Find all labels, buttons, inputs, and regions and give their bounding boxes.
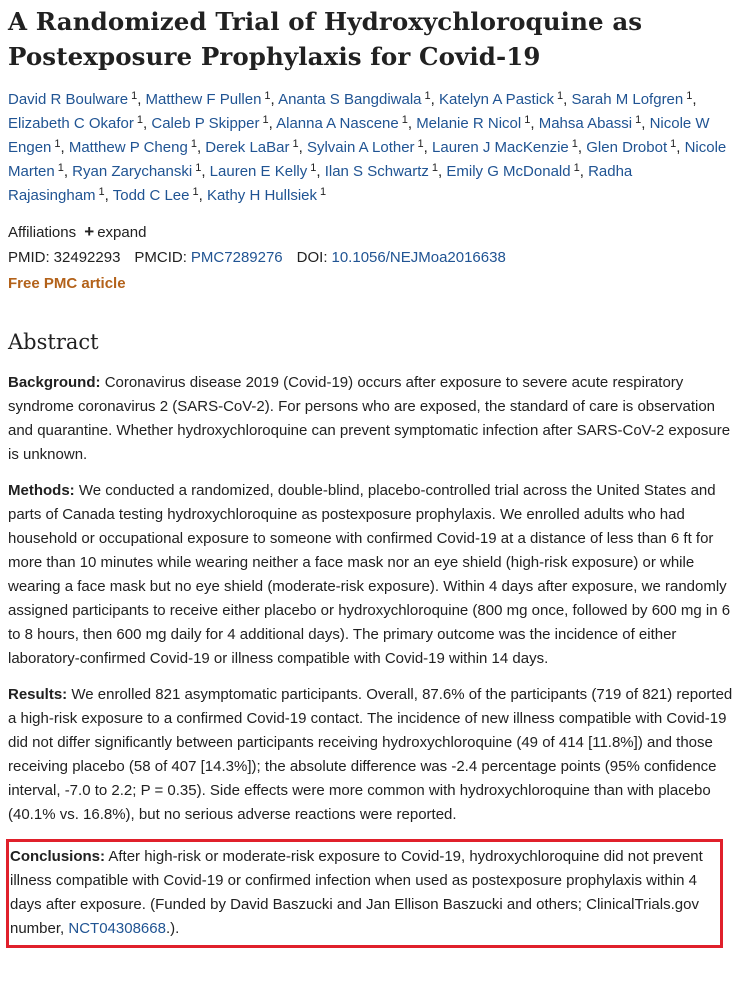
doi-link[interactable]: 10.1056/NEJMoa2016638 [331,249,506,266]
author-item [572,91,697,108]
author-separator: , [298,139,307,156]
author-item [446,163,588,180]
author-separator: , [268,115,277,132]
author-separator: , [423,139,433,156]
author-separator: , [137,91,146,108]
methods-text: We conducted a randomized, double-blind, placebo-controlled trial across the United States and parts of Canada testing hydroxychloroquine as postexposure prophylaxis. We enrolled adults who had household or occupational exposure to someone with confirmed Covid-19 at a distance of less than 6 ft for more than 10 minutes while wearing neither a face mask nor an eye shield (high-risk exposure) or while wearing a face mask but no eye shield (moderate-risk exposure). Within 4 days after exposure, we randomly assigned participants to receive either placebo or hydroxychloroquine (800 mg once, followed by 600 mg in 6 to 8 hours, then 600 mg daily for 4 additional days). The primary outcome was the incidence of either laboratory-confirmed Covid-19 or illness compatible with Covid-19 within 14 days. [8,482,731,667]
author-item [69,139,205,156]
results-text: We enrolled 821 asymptomatic participants. Overall, 87.6% of the participants (719 of 821) reported a high-risk exposure to a confirmed Covid-19 contact. The incidence of new illness compatible with Covid-19 did not differ significantly between participants receiving hydroxychloroquine (49 of 414 [11.8%]) and those receiving placebo (58 of 407 [14.3%]); the absolute difference was -2.4 percentage points (95% confidence interval, -7.0 to 2.2; P = 0.35). Side effects were more common with hydroxychloroquine than with placebo (40.1% vs. 16.8%), but no serious adverse reactions were reported. [8,686,733,823]
author-link[interactable]: Matthew P Cheng [68,139,188,156]
author-separator: , [692,91,697,108]
author-separator: , [104,187,113,204]
author-item [416,115,539,132]
affiliation-number[interactable]: 1 [401,114,408,126]
author-link[interactable]: Ananta S Bangdiwala [278,91,422,108]
abstract-heading: Abstract [8,330,99,354]
author-item [113,187,207,204]
affiliation-number[interactable]: 1 [635,114,642,126]
author-separator: , [60,139,69,156]
author-item [210,163,325,180]
affiliation-number[interactable]: 1 [131,90,138,102]
author-item [72,163,210,180]
affiliation-number[interactable]: 1 [98,186,105,198]
affiliation-number[interactable]: 1 [431,162,439,174]
author-link[interactable]: Derek LaBar [205,139,290,156]
author-separator: , [430,91,439,108]
author-item [146,91,279,108]
pmcid-label: PMCID: [134,249,187,266]
author-link[interactable]: Sarah M Lofgren [571,91,684,108]
author-link[interactable]: Sylvain A Lother [306,139,415,156]
abstract-background [8,371,735,467]
author-link[interactable]: Ilan S Schwartz [324,163,429,180]
affiliation-number[interactable]: 1 [264,90,271,102]
author-item [439,91,572,108]
affiliation-number[interactable]: 1 [54,138,61,150]
affiliation-number[interactable]: 1 [320,186,327,198]
author-link[interactable]: Ryan Zarychanski [72,163,193,180]
affiliation-number[interactable]: 1 [195,162,202,174]
pmid-value: 32492293 [53,249,121,266]
affiliations-expand-button[interactable] [84,224,146,241]
author-separator: , [438,163,447,180]
affiliation-number[interactable]: 1 [190,138,197,150]
author-link[interactable]: Emily G McDonald [446,163,571,180]
conclusions-label: Conclusions: [10,848,106,865]
author-separator: , [563,91,572,108]
author-link[interactable]: Nicole Marten [8,139,727,180]
author-separator: , [641,115,650,132]
conclusions-text: After high-risk or moderate-risk exposure to Covid-19, hydroxychloroquine did not prevent illness compatible with Covid-19 or confirmed infection when used as postexposure prophylaxis within 4 days after exposure. (Funded by David Baszucki and Jan Ellison Baszucki and others; ClinicalTrials.gov number, [10,848,703,937]
affiliation-number[interactable]: 1 [573,162,580,174]
author-link[interactable]: Katelyn A Pastick [438,91,555,108]
affiliation-number[interactable]: 1 [686,90,693,102]
affiliation-number[interactable]: 1 [292,138,299,150]
author-link[interactable]: Alanna A Nascene [276,115,399,132]
affiliation-number[interactable]: 1 [417,138,424,150]
author-item [307,139,432,156]
author-item [432,139,586,156]
author-separator: , [530,115,539,132]
background-text: Coronavirus disease 2019 (Covid-19) occurs after exposure to severe acute respiratory syndrome coronavirus 2 (SARS-CoV-2). For persons who are exposed, the standard of care is observation and quarantine. Whether hydroxychloroquine can prevent symptomatic infection after SARS-CoV-2 exposure is unknown. [8,374,731,463]
affiliation-number[interactable]: 1 [670,138,677,150]
author-separator: , [196,139,206,156]
author-link[interactable]: Mahsa Abassi [538,115,633,132]
author-link[interactable]: Caleb P Skipper [151,115,260,132]
abstract-methods [8,479,735,671]
author-separator: , [201,163,210,180]
affiliation-number[interactable]: 1 [262,114,269,126]
affiliation-number[interactable]: 1 [192,186,199,198]
results-label: Results: [8,686,68,703]
author-separator: , [143,115,152,132]
affiliations-label: Affiliations [8,224,77,241]
author-link[interactable]: Lauren J MacKenzie [432,139,569,156]
author-item [207,187,326,204]
abstract-conclusions [10,845,710,941]
author-separator: , [579,163,589,180]
affiliations-row [8,220,735,245]
author-link[interactable]: Elizabeth C Okafor [8,115,134,132]
affiliation-number[interactable]: 1 [310,162,317,174]
affiliation-number[interactable]: 1 [524,114,531,126]
identifiers-row [8,245,735,271]
affiliation-number[interactable]: 1 [136,114,144,126]
pmcid-link[interactable]: PMC7289276 [190,249,283,266]
author-separator: , [577,139,587,156]
author-link[interactable]: David R Boulware [8,91,129,108]
article-title: A Randomized Trial of Hydroxychloroquine as Postexposure Prophylaxis for Covid-19 [8,7,643,71]
clinical-trial-link[interactable]: NCT04308668 [68,920,166,937]
conclusions-tail: .). [165,920,180,937]
methods-label: Methods: [8,482,75,499]
background-label: Background: [8,374,101,391]
abstract-results [8,683,735,827]
author-separator: , [63,163,73,180]
author-link[interactable]: Todd C Lee [112,187,190,204]
affiliation-number[interactable]: 1 [57,162,64,174]
author-item [586,139,684,156]
author-link[interactable]: Lauren E Kelly [209,163,308,180]
author-link[interactable]: Matthew F Pullen [145,91,262,108]
author-item [205,139,307,156]
doi-label: DOI: [296,249,328,266]
author-item [539,115,650,132]
plus-icon: + [84,222,95,241]
author-separator: , [198,187,207,204]
author-item [276,115,416,132]
author-item [8,115,151,132]
affiliation-number[interactable]: 1 [424,90,431,102]
author-separator: , [270,91,279,108]
author-list [8,88,735,208]
conclusions-highlight-box [6,839,723,948]
author-link[interactable]: Glen Drobot [586,139,668,156]
affiliation-number[interactable]: 1 [571,138,578,150]
author-separator: , [676,139,685,156]
author-link[interactable]: Nicole W Engen [8,115,710,156]
author-separator: , [407,115,417,132]
free-pmc-article-link[interactable]: Free PMC article [8,275,126,292]
author-link[interactable]: Kathy H Hullsiek [206,187,317,204]
author-separator: , [316,163,325,180]
pmid-label: PMID: [8,249,50,266]
author-item [325,163,447,180]
author-link[interactable]: Melanie R Nicol [416,115,522,132]
author-item [278,91,439,108]
affiliation-number[interactable]: 1 [557,90,564,102]
author-link[interactable]: Radha Rajasingham [8,163,633,204]
author-item [8,91,146,108]
author-item [151,115,276,132]
expand-label: expand [97,224,147,241]
